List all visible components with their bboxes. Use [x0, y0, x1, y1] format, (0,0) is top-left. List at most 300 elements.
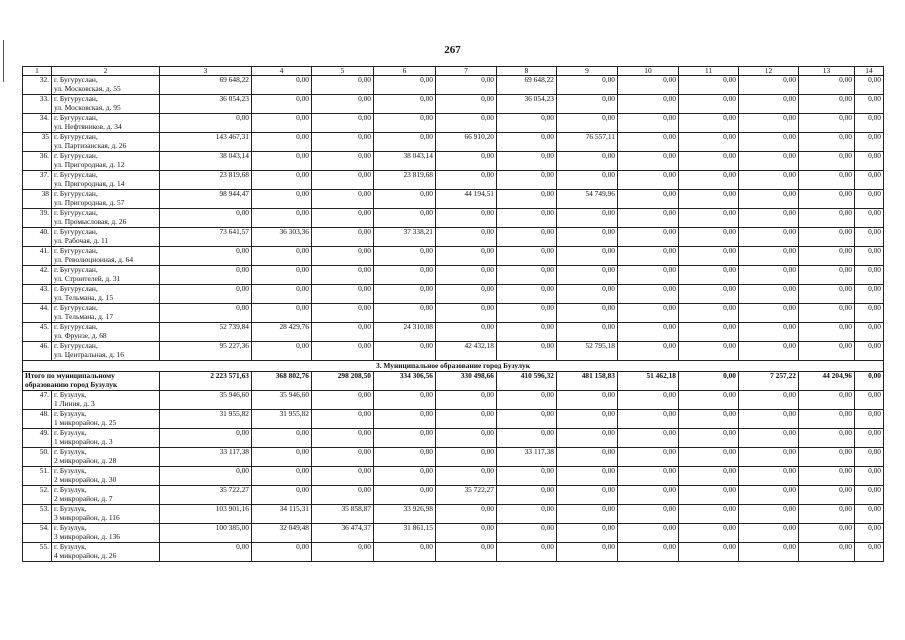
value-cell: 0,00	[855, 247, 884, 266]
header-cell: 1	[23, 67, 52, 76]
value-cell: 0,00	[374, 467, 436, 486]
value-cell: 0,00	[855, 505, 884, 524]
total-value-cell: 2 223 571,63	[160, 372, 252, 391]
value-cell: 0,00	[557, 486, 618, 505]
value-cell: 0,00	[855, 133, 884, 152]
address-street: ул. Промысловая, д. 26	[54, 216, 127, 226]
value-cell: 0,00	[557, 266, 618, 285]
value-cell: 0,00	[497, 171, 557, 190]
value-cell: 0,00	[312, 342, 374, 361]
value-cell: 0,00	[799, 486, 855, 505]
table-row	[23, 304, 884, 323]
address-cell	[52, 467, 160, 486]
value-cell: 0,00	[252, 429, 312, 448]
value-cell: 0,00	[799, 76, 855, 95]
value-cell: 0,00	[557, 505, 618, 524]
table-row	[23, 486, 884, 505]
header-row	[23, 67, 884, 76]
value-cell: 0,00	[436, 543, 497, 562]
value-cell: 35 946,60	[160, 391, 252, 410]
value-cell: 0,00	[374, 543, 436, 562]
value-cell: 0,00	[739, 114, 799, 133]
value-cell: 0,00	[618, 391, 679, 410]
value-cell: 0,00	[160, 543, 252, 562]
value-cell: 0,00	[679, 323, 739, 342]
address-cell	[52, 171, 160, 190]
value-cell: 0,00	[679, 266, 739, 285]
row-number: 50.	[23, 448, 52, 467]
value-cell: 38 043,14	[374, 152, 436, 171]
row-number: 41.	[23, 247, 52, 266]
value-cell: 69 648,22	[160, 76, 252, 95]
value-cell: 0,00	[497, 323, 557, 342]
value-cell: 0,00	[679, 247, 739, 266]
page-number: 267	[444, 44, 461, 56]
header-cell: 10	[618, 67, 679, 76]
value-cell: 0,00	[855, 190, 884, 209]
value-cell: 0,00	[855, 285, 884, 304]
value-cell: 0,00	[436, 76, 497, 95]
value-cell: 33 117,38	[497, 448, 557, 467]
value-cell: 0,00	[497, 152, 557, 171]
value-cell: 0,00	[312, 467, 374, 486]
value-cell: 54 749,96	[557, 190, 618, 209]
value-cell: 34 115,31	[252, 505, 312, 524]
value-cell: 0,00	[679, 304, 739, 323]
value-cell: 0,00	[252, 95, 312, 114]
value-cell: 28 429,76	[252, 323, 312, 342]
value-cell: 0,00	[252, 266, 312, 285]
value-cell: 0,00	[618, 342, 679, 361]
address-street: ул. Революционная, д. 64	[54, 254, 134, 264]
value-cell: 0,00	[855, 429, 884, 448]
value-cell: 0,00	[618, 524, 679, 543]
value-cell: 0,00	[312, 209, 374, 228]
address-city: г. Бузулук,	[54, 409, 87, 418]
value-cell: 0,00	[252, 133, 312, 152]
address-cell	[52, 543, 160, 562]
value-cell: 0,00	[855, 467, 884, 486]
value-cell: 0,00	[557, 448, 618, 467]
value-cell: 0,00	[312, 285, 374, 304]
value-cell: 52 795,18	[557, 342, 618, 361]
value-cell: 0,00	[312, 304, 374, 323]
table-row	[23, 152, 884, 171]
value-cell: 0,00	[252, 304, 312, 323]
value-cell: 0,00	[618, 266, 679, 285]
header-cell: 6	[374, 67, 436, 76]
address-street: ул. Партизанская, д. 26	[54, 140, 127, 150]
header-cell: 8	[497, 67, 557, 76]
table-row	[23, 543, 884, 562]
value-cell: 73 641,57	[160, 228, 252, 247]
value-cell: 0,00	[557, 171, 618, 190]
value-cell: 0,00	[374, 266, 436, 285]
value-cell: 0,00	[497, 114, 557, 133]
value-cell: 0,00	[679, 429, 739, 448]
address-street: ул. Московская, д. 55	[54, 83, 121, 93]
value-cell: 0,00	[618, 429, 679, 448]
value-cell: 0,00	[799, 152, 855, 171]
value-cell: 0,00	[374, 133, 436, 152]
row-number: 36.	[23, 152, 52, 171]
value-cell: 0,00	[799, 543, 855, 562]
value-cell: 0,00	[679, 76, 739, 95]
value-cell: 36 303,36	[252, 228, 312, 247]
header-cell: 12	[739, 67, 799, 76]
header-cell: 5	[312, 67, 374, 76]
address-street: ул. Нефтяников, д. 34	[54, 121, 122, 131]
value-cell: 0,00	[557, 209, 618, 228]
value-cell: 0,00	[618, 171, 679, 190]
table-row	[23, 209, 884, 228]
row-number: 34.	[23, 114, 52, 133]
value-cell: 0,00	[436, 247, 497, 266]
row-number: 55.	[23, 543, 52, 562]
address-street: ул. Пригородная, д. 14	[54, 178, 125, 188]
value-cell: 0,00	[374, 429, 436, 448]
value-cell: 0,00	[855, 304, 884, 323]
value-cell: 0,00	[799, 448, 855, 467]
total-value-cell: 0,00	[855, 372, 884, 391]
address-city: г. Бузулук,	[54, 504, 87, 513]
address-cell	[52, 95, 160, 114]
value-cell: 0,00	[557, 247, 618, 266]
total-value-cell: 334 306,56	[374, 372, 436, 391]
address-city: г. Бугуруслан,	[54, 151, 98, 160]
address-city: г. Бузулук,	[54, 428, 87, 437]
value-cell: 0,00	[374, 76, 436, 95]
value-cell: 0,00	[557, 410, 618, 429]
value-cell: 32 049,48	[252, 524, 312, 543]
value-cell: 0,00	[739, 266, 799, 285]
value-cell: 0,00	[252, 285, 312, 304]
value-cell: 0,00	[160, 285, 252, 304]
row-number: 32.	[23, 76, 52, 95]
value-cell: 42 432,18	[436, 342, 497, 361]
address-city: г. Бузулук,	[54, 390, 87, 399]
value-cell: 33 117,38	[160, 448, 252, 467]
header-cell: 11	[679, 67, 739, 76]
address-street: ул. Тельмана, д. 15	[54, 292, 114, 302]
value-cell: 0,00	[436, 505, 497, 524]
address-street: ул. Пригородная, д. 12	[54, 159, 125, 169]
value-cell: 0,00	[160, 467, 252, 486]
address-street: 3 микрорайон, д. 136	[54, 531, 120, 541]
address-street: 2 микрорайон, д. 28	[54, 455, 117, 465]
value-cell: 0,00	[557, 152, 618, 171]
header-cell: 9	[557, 67, 618, 76]
value-cell: 0,00	[497, 505, 557, 524]
row-number: 37.	[23, 171, 52, 190]
value-cell: 0,00	[739, 209, 799, 228]
value-cell: 0,00	[855, 171, 884, 190]
value-cell: 0,00	[557, 467, 618, 486]
value-cell: 0,00	[497, 266, 557, 285]
header-cell: 3	[160, 67, 252, 76]
value-cell: 0,00	[855, 448, 884, 467]
address-city: г. Бугуруслан,	[54, 303, 98, 312]
value-cell: 0,00	[160, 114, 252, 133]
value-cell: 0,00	[252, 114, 312, 133]
value-cell: 0,00	[739, 247, 799, 266]
value-cell: 95 227,36	[160, 342, 252, 361]
value-cell: 0,00	[436, 152, 497, 171]
value-cell: 0,00	[679, 285, 739, 304]
value-cell: 0,00	[855, 76, 884, 95]
value-cell: 0,00	[497, 429, 557, 448]
value-cell: 0,00	[799, 285, 855, 304]
value-cell: 0,00	[252, 448, 312, 467]
value-cell: 0,00	[436, 228, 497, 247]
value-cell: 52 739,84	[160, 323, 252, 342]
value-cell: 0,00	[618, 209, 679, 228]
header-cell: 13	[799, 67, 855, 76]
value-cell: 0,00	[799, 391, 855, 410]
value-cell: 0,00	[679, 114, 739, 133]
address-street: 2 микрорайон, д. 7	[54, 493, 113, 503]
value-cell: 0,00	[374, 247, 436, 266]
address-cell	[52, 133, 160, 152]
address-street: ул. Пригородная, д. 57	[54, 197, 125, 207]
row-number: 33.	[23, 95, 52, 114]
address-street: ул. Фрунзе, д. 68	[54, 330, 107, 340]
address-city: г. Бугуруслан,	[54, 189, 98, 198]
table-row	[23, 467, 884, 486]
value-cell: 0,00	[312, 391, 374, 410]
table-row	[23, 76, 884, 95]
address-street: 4 микрорайон, д. 26	[54, 550, 117, 560]
table-body	[23, 67, 884, 562]
address-city: г. Бугуруслан,	[54, 208, 98, 217]
address-cell	[52, 524, 160, 543]
value-cell: 0,00	[618, 505, 679, 524]
value-cell: 0,00	[312, 76, 374, 95]
row-number: 52.	[23, 486, 52, 505]
value-cell: 0,00	[855, 114, 884, 133]
address-city: г. Бузулук,	[54, 485, 87, 494]
value-cell: 0,00	[312, 410, 374, 429]
value-cell: 0,00	[618, 285, 679, 304]
value-cell: 0,00	[799, 342, 855, 361]
value-cell: 0,00	[497, 133, 557, 152]
value-cell: 0,00	[436, 448, 497, 467]
value-cell: 0,00	[739, 323, 799, 342]
address-cell	[52, 190, 160, 209]
value-cell: 0,00	[374, 448, 436, 467]
value-cell: 0,00	[436, 209, 497, 228]
total-value-cell: 7 257,22	[739, 372, 799, 391]
data-table	[22, 66, 884, 562]
address-cell	[52, 304, 160, 323]
value-cell: 0,00	[739, 524, 799, 543]
value-cell: 0,00	[618, 133, 679, 152]
value-cell: 0,00	[739, 95, 799, 114]
address-city: г. Бугуруслан,	[54, 284, 98, 293]
value-cell: 0,00	[374, 342, 436, 361]
value-cell: 0,00	[252, 342, 312, 361]
address-street: 2 микрорайон, д. 30	[54, 474, 117, 484]
address-city: г. Бугуруслан,	[54, 94, 98, 103]
value-cell: 0,00	[618, 228, 679, 247]
value-cell: 0,00	[679, 505, 739, 524]
address-city: г. Бугуруслан,	[54, 322, 98, 331]
value-cell: 0,00	[557, 304, 618, 323]
address-cell	[52, 152, 160, 171]
address-cell	[52, 209, 160, 228]
address-cell	[52, 486, 160, 505]
value-cell: 31 955,82	[252, 410, 312, 429]
value-cell: 35 722,27	[436, 486, 497, 505]
value-cell: 0,00	[855, 152, 884, 171]
value-cell: 0,00	[679, 486, 739, 505]
value-cell: 0,00	[374, 486, 436, 505]
value-cell: 0,00	[312, 95, 374, 114]
table-row	[23, 410, 884, 429]
value-cell: 0,00	[436, 524, 497, 543]
value-cell: 0,00	[799, 171, 855, 190]
address-city: г. Бугуруслан,	[54, 113, 98, 122]
value-cell: 0,00	[436, 391, 497, 410]
total-value-cell: 51 462,18	[618, 372, 679, 391]
row-number: 45.	[23, 323, 52, 342]
value-cell: 0,00	[436, 304, 497, 323]
value-cell: 0,00	[374, 114, 436, 133]
value-cell: 0,00	[497, 228, 557, 247]
value-cell: 0,00	[312, 323, 374, 342]
address-cell	[52, 410, 160, 429]
value-cell: 0,00	[618, 76, 679, 95]
value-cell: 0,00	[436, 95, 497, 114]
row-number: 53.	[23, 505, 52, 524]
value-cell: 0,00	[618, 190, 679, 209]
value-cell: 0,00	[436, 285, 497, 304]
value-cell: 35 722,27	[160, 486, 252, 505]
address-city: г. Бузулук,	[54, 466, 87, 475]
value-cell: 0,00	[799, 524, 855, 543]
value-cell: 0,00	[374, 209, 436, 228]
address-cell	[52, 429, 160, 448]
value-cell: 100 385,00	[160, 524, 252, 543]
value-cell: 0,00	[557, 524, 618, 543]
value-cell: 103 901,16	[160, 505, 252, 524]
value-cell: 0,00	[557, 429, 618, 448]
value-cell: 0,00	[679, 543, 739, 562]
value-cell: 0,00	[557, 391, 618, 410]
value-cell: 0,00	[160, 429, 252, 448]
value-cell: 0,00	[739, 76, 799, 95]
value-cell: 0,00	[679, 133, 739, 152]
value-cell: 0,00	[497, 304, 557, 323]
address-cell	[52, 448, 160, 467]
value-cell: 0,00	[855, 543, 884, 562]
value-cell: 23 819,68	[374, 171, 436, 190]
address-street: 3 микрорайон, д. 116	[54, 512, 120, 522]
total-value-cell: 410 596,32	[497, 372, 557, 391]
value-cell: 0,00	[160, 247, 252, 266]
value-cell: 0,00	[799, 467, 855, 486]
value-cell: 0,00	[739, 171, 799, 190]
address-street: 1 микрорайон, д. 25	[54, 417, 117, 427]
address-cell	[52, 391, 160, 410]
value-cell: 0,00	[436, 114, 497, 133]
value-cell: 0,00	[312, 543, 374, 562]
value-cell: 0,00	[799, 190, 855, 209]
value-cell: 0,00	[618, 152, 679, 171]
row-number: 39.	[23, 209, 52, 228]
value-cell: 0,00	[739, 448, 799, 467]
address-street: 1 Линия, д. 3	[54, 398, 95, 408]
value-cell: 0,00	[436, 266, 497, 285]
value-cell: 0,00	[679, 171, 739, 190]
value-cell: 0,00	[374, 410, 436, 429]
total-value-cell: 298 208,50	[312, 372, 374, 391]
value-cell: 0,00	[855, 228, 884, 247]
value-cell: 0,00	[557, 543, 618, 562]
value-cell: 0,00	[374, 391, 436, 410]
total-value-cell: 481 158,83	[557, 372, 618, 391]
value-cell: 0,00	[557, 95, 618, 114]
value-cell: 0,00	[799, 410, 855, 429]
address-cell	[52, 76, 160, 95]
value-cell: 0,00	[557, 114, 618, 133]
value-cell: 31 955,82	[160, 410, 252, 429]
value-cell: 0,00	[436, 467, 497, 486]
value-cell: 0,00	[160, 266, 252, 285]
total-row	[23, 372, 884, 391]
address-cell	[52, 285, 160, 304]
value-cell: 69 648,22	[497, 76, 557, 95]
header-cell: 4	[252, 67, 312, 76]
value-cell: 66 910,20	[436, 133, 497, 152]
value-cell: 0,00	[252, 209, 312, 228]
value-cell: 0,00	[679, 448, 739, 467]
address-cell	[52, 228, 160, 247]
value-cell: 0,00	[374, 95, 436, 114]
value-cell: 76 557,11	[557, 133, 618, 152]
row-number: 40.	[23, 228, 52, 247]
value-cell: 0,00	[497, 467, 557, 486]
address-street: ул. Строителей, д. 31	[54, 273, 121, 283]
value-cell: 0,00	[799, 304, 855, 323]
value-cell: 0,00	[679, 228, 739, 247]
value-cell: 0,00	[618, 410, 679, 429]
row-number: 47.	[23, 391, 52, 410]
header-cell: 2	[52, 67, 160, 76]
value-cell: 0,00	[557, 323, 618, 342]
value-cell: 0,00	[679, 342, 739, 361]
value-cell: 0,00	[374, 190, 436, 209]
address-cell	[52, 323, 160, 342]
value-cell: 0,00	[855, 95, 884, 114]
value-cell: 0,00	[799, 429, 855, 448]
table-row	[23, 114, 884, 133]
address-street: ул. Тельмана, д. 17	[54, 311, 114, 321]
value-cell: 0,00	[436, 171, 497, 190]
row-number: 46.	[23, 342, 52, 361]
value-cell: 0,00	[312, 133, 374, 152]
value-cell: 36 054,23	[160, 95, 252, 114]
value-cell: 0,00	[679, 391, 739, 410]
value-cell: 0,00	[739, 342, 799, 361]
value-cell: 0,00	[312, 486, 374, 505]
value-cell: 24 310,08	[374, 323, 436, 342]
address-city: г. Бугуруслан,	[54, 227, 98, 236]
value-cell: 0,00	[436, 410, 497, 429]
total-label-line1: Итого по муниципальному	[25, 371, 115, 380]
value-cell: 0,00	[312, 429, 374, 448]
value-cell: 0,00	[252, 171, 312, 190]
